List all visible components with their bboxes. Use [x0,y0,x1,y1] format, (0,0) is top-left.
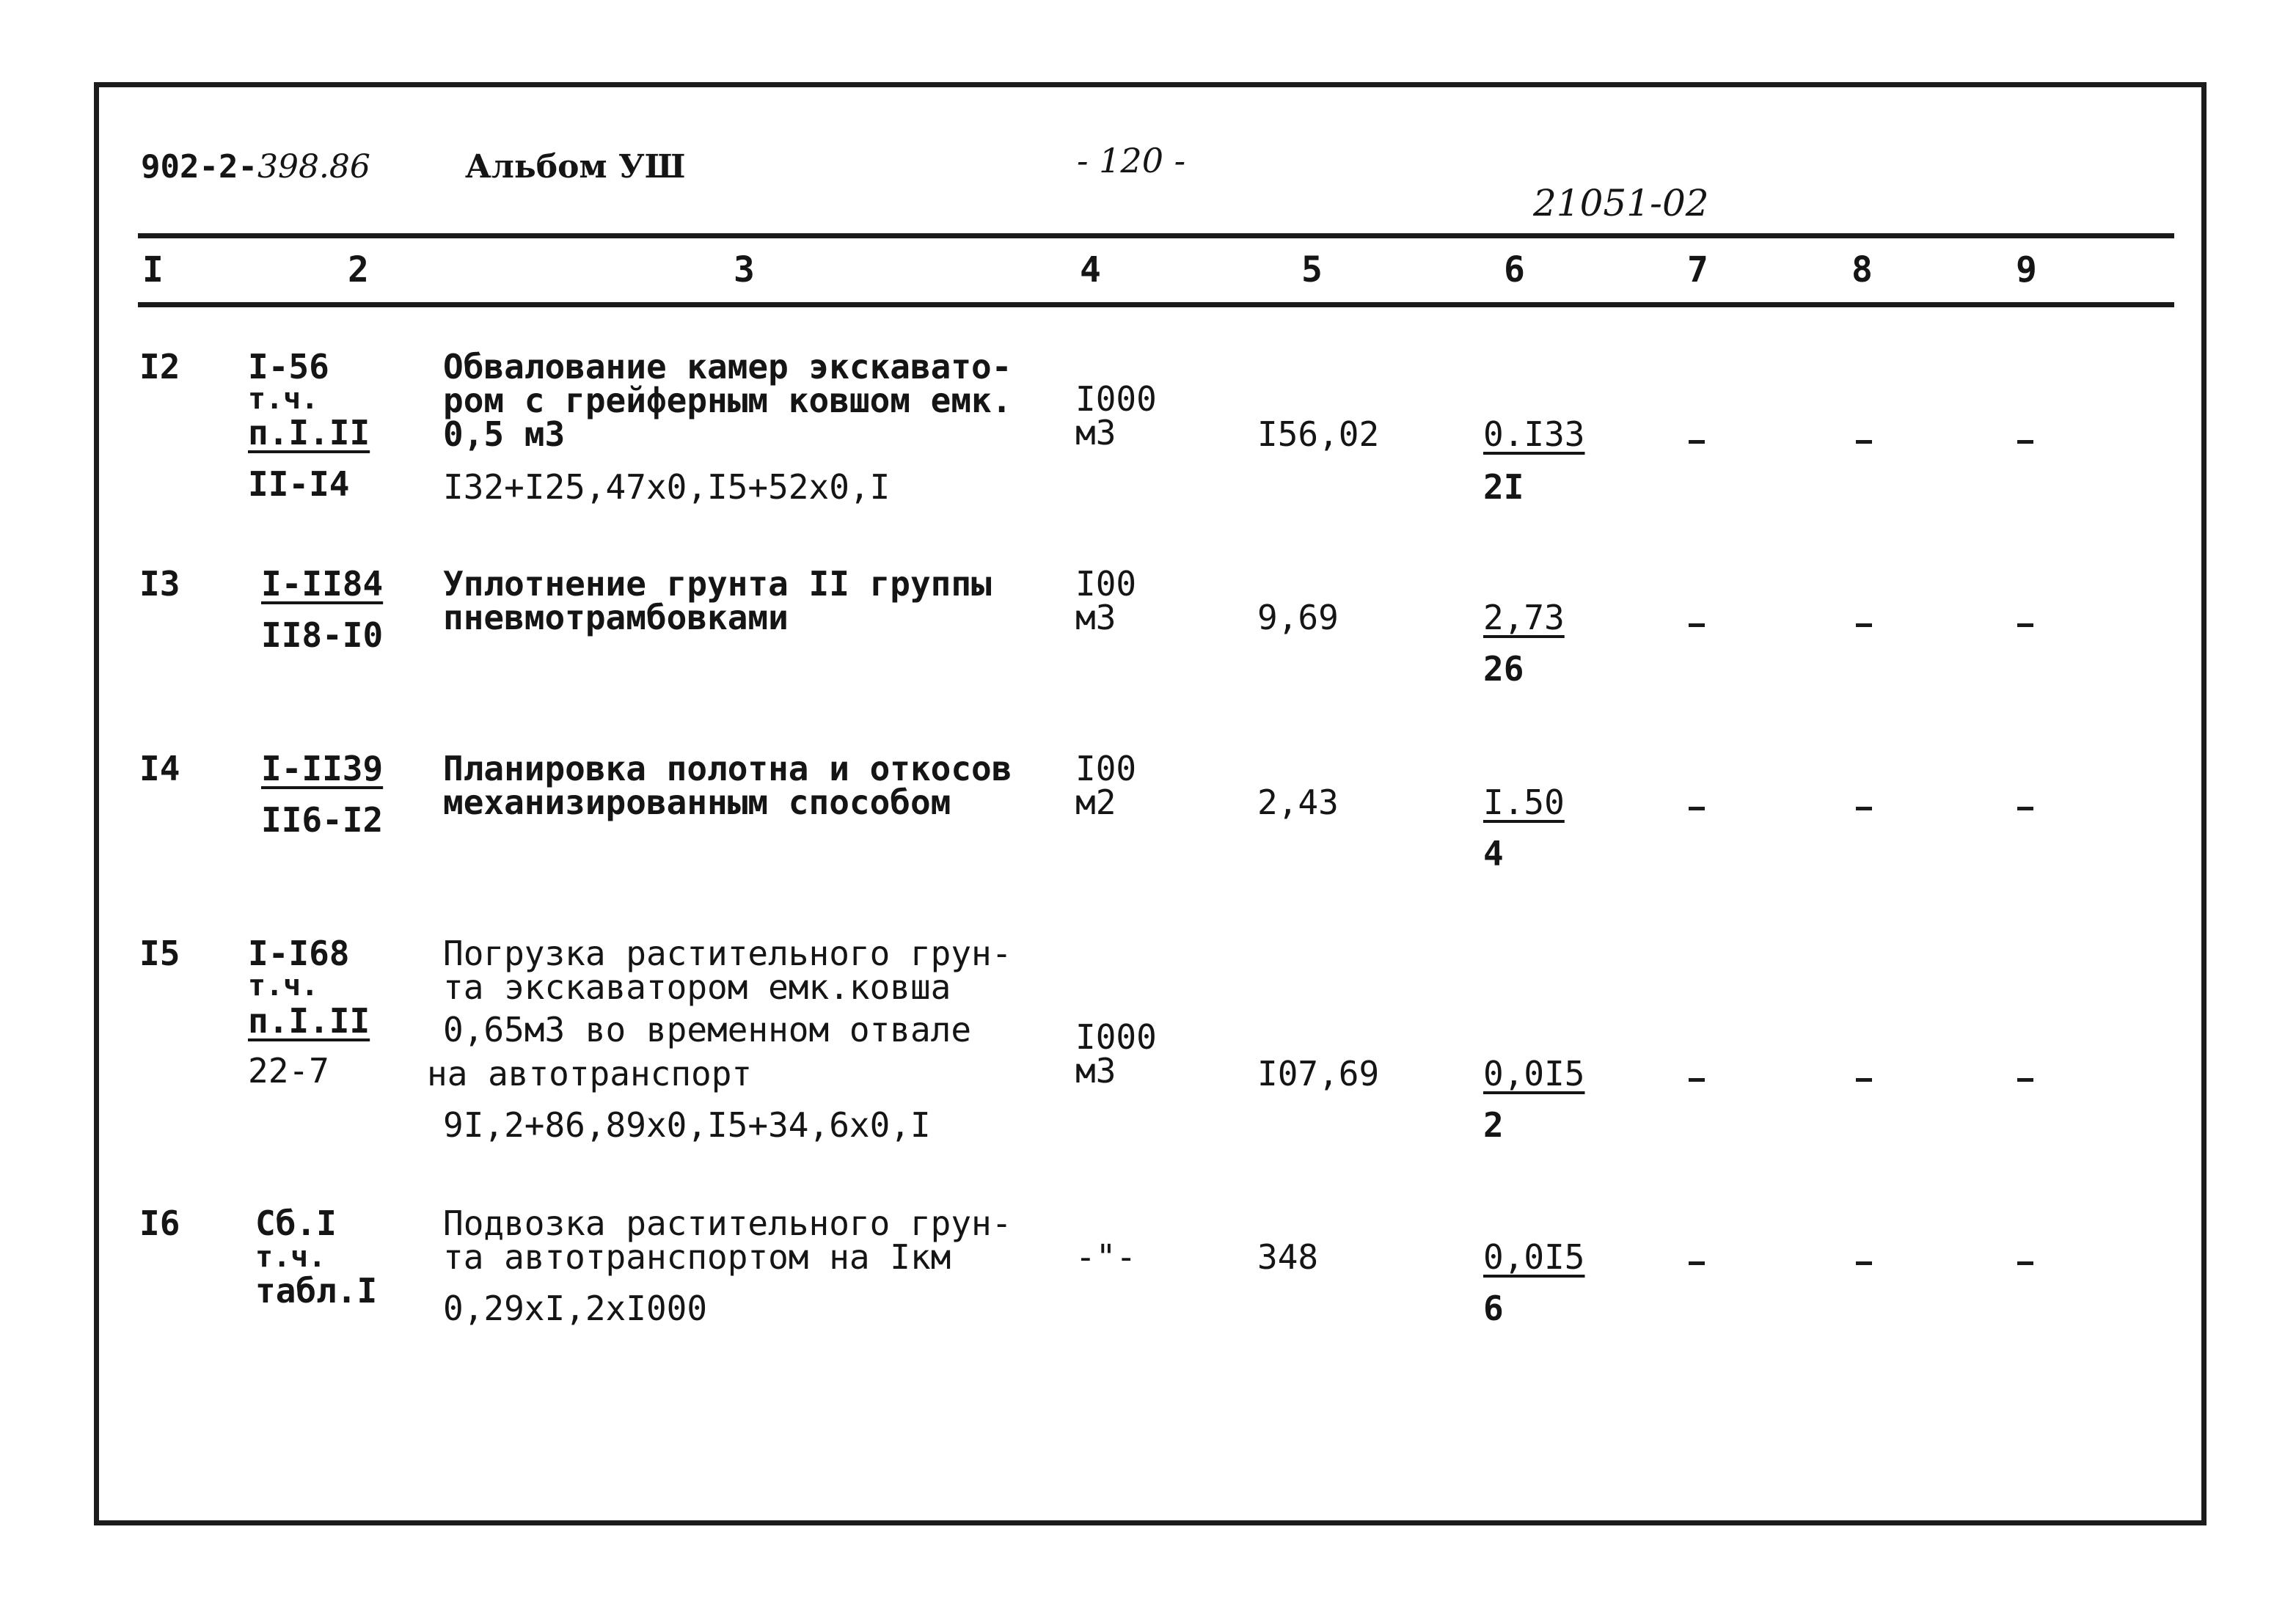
row-col8-dash [1856,1078,1872,1082]
column-header-9: 9 [2016,249,2037,290]
row-unit-line: I00 [1075,749,1137,788]
doc-code-handwritten: 398.86 [257,148,370,186]
column-header-3: 3 [734,249,755,290]
row-code-line: табл.I [255,1271,378,1311]
row-col9-dash [2017,623,2033,627]
row-code-reference: п.I.II [248,1001,370,1041]
row-unit-line: м3 [1075,413,1116,453]
row-col7-dash [1689,1078,1705,1082]
doc-code [141,148,370,186]
row-formula: I32+I25,47x0,I5+52x0,I [443,467,891,507]
row-quantity: 9,69 [1257,598,1339,637]
row-description-line: Погрузка растительного грун- [443,934,1012,973]
page-frame [94,82,2207,1525]
row-unit-line: м2 [1075,783,1116,822]
row-col8-dash [1856,807,1872,810]
row-description-line: Обвалование камер экскавато- [443,347,1012,386]
row-col8-dash [1856,623,1872,627]
row-formula: 0,29xI,2xI000 [443,1289,708,1328]
row-quantity: I56,02 [1257,414,1380,454]
row-col7-dash [1689,1261,1705,1265]
row-col6-bottom: 6 [1483,1289,1504,1328]
row-description-line: механизированным способом [443,783,951,822]
row-code-sub: II8-I0 [261,615,384,655]
header-top-rule [138,233,2174,238]
row-col6-bottom: 2 [1483,1105,1504,1145]
row-code-reference: п.I.II [248,413,370,453]
row-quantity: I07,69 [1257,1054,1380,1093]
row-col6-top: I.50 [1483,783,1565,822]
row-number: I2 [139,347,180,386]
row-description-line: Подвозка растительного грун- [443,1203,1012,1243]
row-unit-line: м3 [1075,598,1116,637]
album-label: Альбом УШ [465,148,686,186]
row-unit-line: I000 [1075,379,1157,419]
row-quantity: 2,43 [1257,783,1339,822]
row-description-line: 0,65м3 во временном отвале [443,1010,972,1049]
row-col9-dash [2017,807,2033,810]
row-unit-line: м3 [1075,1051,1116,1091]
row-col6-bottom: 4 [1483,834,1504,873]
row-col6-top: 0.I33 [1483,414,1585,454]
column-header-7: 7 [1687,249,1708,290]
row-quantity: 348 [1257,1237,1319,1277]
row-unit-line: I000 [1075,1017,1157,1057]
row-code-sub: 22-7 [248,1051,329,1091]
row-code-sub: II-I4 [248,464,350,504]
row-number: I3 [139,564,180,604]
row-description-line: Планировка полотна и откосов [443,749,1012,788]
row-number: I4 [139,749,180,788]
column-header-2: 2 [348,249,369,290]
row-col6-bottom: 26 [1483,649,1524,689]
row-code-reference: I-II84 [261,564,384,604]
row-description-line: Уплотнение грунта II группы [443,564,992,604]
doc-code-printed: 902-2- [141,148,257,186]
column-header-5: 5 [1301,249,1323,290]
row-code-line: т.ч. [255,1240,326,1274]
row-col9-dash [2017,440,2033,444]
row-unit-line: I00 [1075,564,1137,604]
row-description-line: та автотранспортом на Iкм [443,1237,951,1277]
column-header-4: 4 [1080,249,1101,290]
row-col7-dash [1689,807,1705,810]
stamp-number: 21051-02 [1533,182,1709,224]
row-col6-top: 2,73 [1483,598,1565,637]
row-col6-top: 0,0I5 [1483,1054,1585,1093]
row-col7-dash [1689,623,1705,627]
row-code-sub: II6-I2 [261,800,384,840]
row-col6-top: 0,0I5 [1483,1237,1585,1277]
row-description-extra: на автотранспорт [427,1054,753,1093]
row-description-line: 0,5 м3 [443,414,566,454]
row-col7-dash [1689,440,1705,444]
row-col9-dash [2017,1261,2033,1265]
header-bottom-rule [138,302,2174,307]
row-description-line: ром с грейферным ковшом емк. [443,381,1012,420]
row-col9-dash [2017,1078,2033,1082]
row-code-reference: I-II39 [261,749,384,788]
row-col8-dash [1856,1261,1872,1265]
row-number: I5 [139,934,180,973]
row-col8-dash [1856,440,1872,444]
row-description-line: пневмотрамбовками [443,598,789,637]
column-header-6: 6 [1504,249,1525,290]
page-number: - 120 - [1077,141,1186,180]
row-code-line: I-56 [248,347,329,386]
row-formula: 9I,2+86,89x0,I5+34,6x0,I [443,1105,931,1145]
row-code-line: т.ч. [248,382,319,416]
row-description-line: та экскаватором емк.ковша [443,967,951,1007]
column-header-1: I [142,249,164,290]
row-code-line: I-I68 [248,934,350,973]
row-col6-bottom: 2I [1483,467,1524,507]
row-number: I6 [139,1203,180,1243]
row-code-line: т.ч. [248,969,319,1003]
column-header-8: 8 [1851,249,1873,290]
row-code-line: Сб.I [255,1203,337,1243]
row-unit-line: -"- [1075,1237,1137,1277]
